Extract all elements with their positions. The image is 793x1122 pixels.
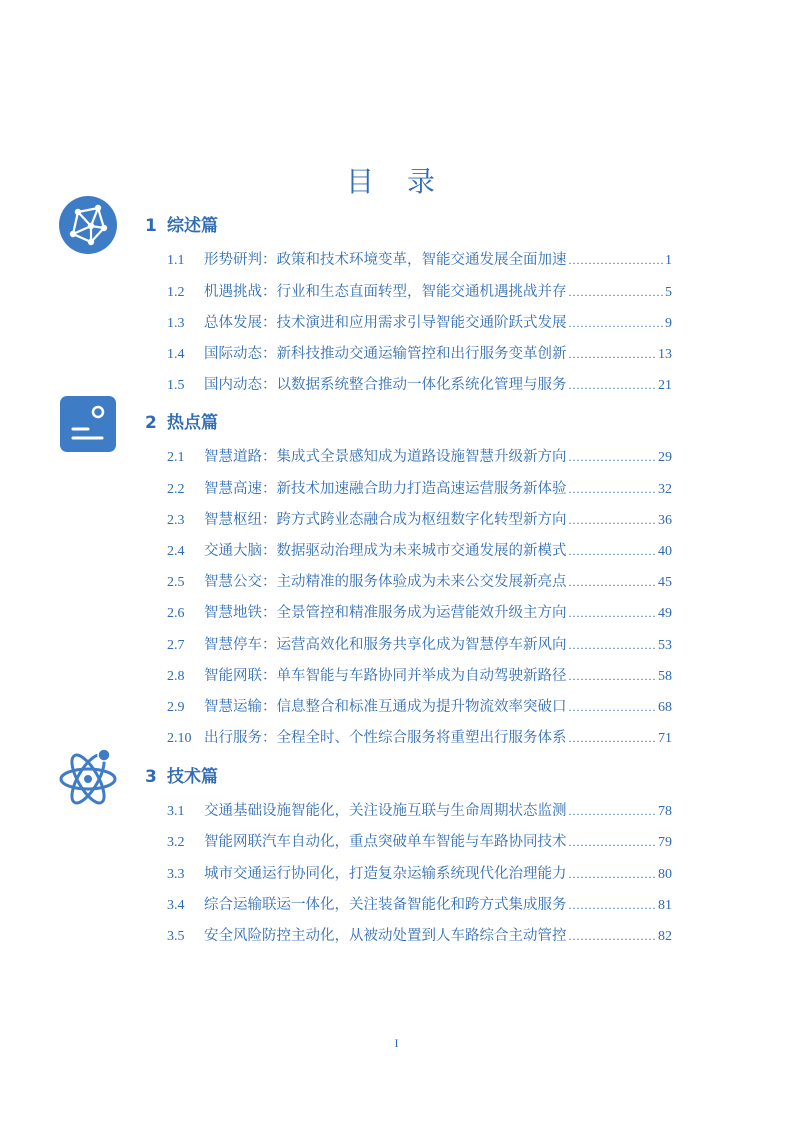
atom-icon — [58, 748, 118, 806]
entry-number: 1.3 — [167, 316, 185, 331]
entry-number: 3.2 — [167, 835, 185, 850]
entry-title: 智慧停车：运营高效化和服务共享化成为智慧停车新风向 — [204, 637, 567, 653]
toc-entry[interactable] — [167, 695, 672, 715]
page-ref: 36 — [658, 513, 672, 528]
entry-number: 2.10 — [167, 731, 192, 746]
entry-number: 2.2 — [167, 482, 185, 497]
entry-number: 3.3 — [167, 867, 185, 882]
section-label: 热点篇 — [167, 413, 218, 433]
entry-title: 交通基础设施智能化，关注设施互联与生命周期状态监测 — [204, 803, 567, 819]
page-ref: 5 — [665, 285, 672, 300]
entry-number: 1.4 — [167, 347, 185, 362]
entry-title: 智慧运输：信息整合和标准互通成为提升物流效率突破口 — [204, 699, 567, 715]
section-number: 3 — [145, 767, 157, 787]
toc-entry[interactable] — [167, 570, 672, 590]
page-ref: 58 — [658, 669, 672, 684]
toc-entry[interactable] — [167, 726, 672, 746]
page-ref: 79 — [658, 835, 672, 850]
page-ref: 82 — [658, 929, 672, 944]
toc-entry[interactable] — [167, 445, 672, 465]
entry-title: 智能网联：单车智能与车路协同并举成为自动驾驶新路径 — [204, 668, 567, 684]
entry-number: 2.7 — [167, 638, 185, 653]
entry-title: 智慧道路：集成式全景感知成为道路设施智慧升级新方向 — [204, 449, 567, 465]
entry-title: 安全风险防控主动化，从被动处置到人车路综合主动管控 — [204, 928, 567, 944]
toc-entry[interactable] — [167, 248, 672, 268]
toc-entry[interactable] — [167, 280, 672, 300]
leader-dots — [569, 378, 657, 393]
toc-entry[interactable] — [167, 924, 672, 944]
page-ref: 29 — [658, 450, 672, 465]
leader-dots — [569, 867, 657, 882]
entry-title: 出行服务：全程全时、个性综合服务将重塑出行服务体系 — [204, 730, 567, 746]
entry-title: 智慧地铁：全景管控和精准服务成为运营能效升级主方向 — [204, 605, 567, 621]
leader-dots — [569, 700, 657, 715]
entry-number: 2.1 — [167, 450, 185, 465]
card-icon — [58, 396, 118, 454]
entry-number: 2.5 — [167, 575, 185, 590]
toc-entry[interactable] — [167, 633, 672, 653]
leader-dots — [569, 450, 657, 465]
page-ref: 40 — [658, 544, 672, 559]
section-heading[interactable] — [145, 762, 218, 787]
page-ref: 78 — [658, 804, 672, 819]
entry-title: 智慧公交：主动精准的服务体验成为未来公交发展新亮点 — [204, 574, 567, 590]
entry-number: 1.5 — [167, 378, 185, 393]
entry-title: 总体发展：技术演进和应用需求引导智能交通阶跃式发展 — [204, 315, 567, 331]
section-heading[interactable] — [145, 211, 218, 236]
leader-dots — [569, 669, 657, 684]
toc-entry[interactable] — [167, 508, 672, 528]
entry-number: 3.5 — [167, 929, 185, 944]
page-title: 目 录 — [346, 165, 447, 198]
entry-number: 1.2 — [167, 285, 185, 300]
entry-title: 城市交通运行协同化，打造复杂运输系统现代化治理能力 — [204, 866, 567, 882]
entry-title: 交通大脑：数据驱动治理成为未来城市交通发展的新模式 — [204, 543, 567, 559]
page-ref: 32 — [658, 482, 672, 497]
toc-entry[interactable] — [167, 893, 672, 913]
leader-dots — [569, 544, 657, 559]
entry-number: 3.1 — [167, 804, 185, 819]
toc-entry[interactable] — [167, 539, 672, 559]
toc-entry[interactable] — [167, 799, 672, 819]
leader-dots — [569, 606, 657, 621]
leader-dots — [569, 835, 657, 850]
page-ref: 45 — [658, 575, 672, 590]
entry-number: 1.1 — [167, 253, 185, 268]
entry-number: 2.9 — [167, 700, 185, 715]
network-icon — [58, 196, 118, 254]
toc-entry[interactable] — [167, 477, 672, 497]
section-heading[interactable] — [145, 408, 218, 433]
leader-dots — [569, 929, 657, 944]
toc-entry[interactable] — [167, 311, 672, 331]
leader-dots — [569, 513, 657, 528]
page-ref: 68 — [658, 700, 672, 715]
entry-number: 2.4 — [167, 544, 185, 559]
section-number: 1 — [145, 216, 157, 236]
page-ref: 49 — [658, 606, 672, 621]
toc-entry[interactable] — [167, 342, 672, 362]
leader-dots — [569, 898, 657, 913]
entry-number: 2.8 — [167, 669, 185, 684]
toc-entry[interactable] — [167, 862, 672, 882]
leader-dots — [569, 804, 657, 819]
entry-title: 智慧枢纽：跨方式跨业态融合成为枢纽数字化转型新方向 — [204, 512, 567, 528]
page-ref: 21 — [658, 378, 672, 393]
page-ref: 71 — [658, 731, 672, 746]
leader-dots — [569, 285, 664, 300]
leader-dots — [569, 731, 657, 746]
section-label: 技术篇 — [167, 767, 218, 787]
entry-number: 2.3 — [167, 513, 185, 528]
entry-number: 2.6 — [167, 606, 185, 621]
page-ref: 53 — [658, 638, 672, 653]
page-ref: 13 — [658, 347, 672, 362]
leader-dots — [569, 575, 657, 590]
page-ref: 81 — [658, 898, 672, 913]
entry-title: 机遇挑战：行业和生态直面转型，智能交通机遇挑战并存 — [204, 284, 567, 300]
toc-entry[interactable] — [167, 373, 672, 393]
leader-dots — [569, 316, 664, 331]
page-ref: 1 — [665, 253, 672, 268]
leader-dots — [569, 347, 657, 362]
entry-title: 形势研判：政策和技术环境变革，智能交通发展全面加速 — [204, 252, 567, 268]
toc-entry[interactable] — [167, 601, 672, 621]
entry-title: 综合运输联运一体化，关注装备智能化和跨方式集成服务 — [204, 897, 567, 913]
leader-dots — [569, 253, 664, 268]
entry-title: 国内动态：以数据系统整合推动一体化系统化管理与服务 — [204, 377, 567, 393]
entry-title: 智慧高速：新技术加速融合助力打造高速运营服务新体验 — [204, 481, 567, 497]
entry-title: 国际动态：新科技推动交通运输管控和出行服务变革创新 — [204, 346, 567, 362]
entry-title: 智能网联汽车自动化，重点突破单车智能与车路协同技术 — [204, 834, 567, 850]
toc-entry[interactable] — [167, 664, 672, 684]
page-number: I — [394, 1036, 399, 1050]
section-label: 综述篇 — [167, 216, 218, 236]
page-ref: 80 — [658, 867, 672, 882]
toc-entry[interactable] — [167, 830, 672, 850]
entry-number: 3.4 — [167, 898, 185, 913]
section-number: 2 — [145, 413, 157, 433]
page-ref: 9 — [665, 316, 672, 331]
leader-dots — [569, 482, 657, 497]
leader-dots — [569, 638, 657, 653]
